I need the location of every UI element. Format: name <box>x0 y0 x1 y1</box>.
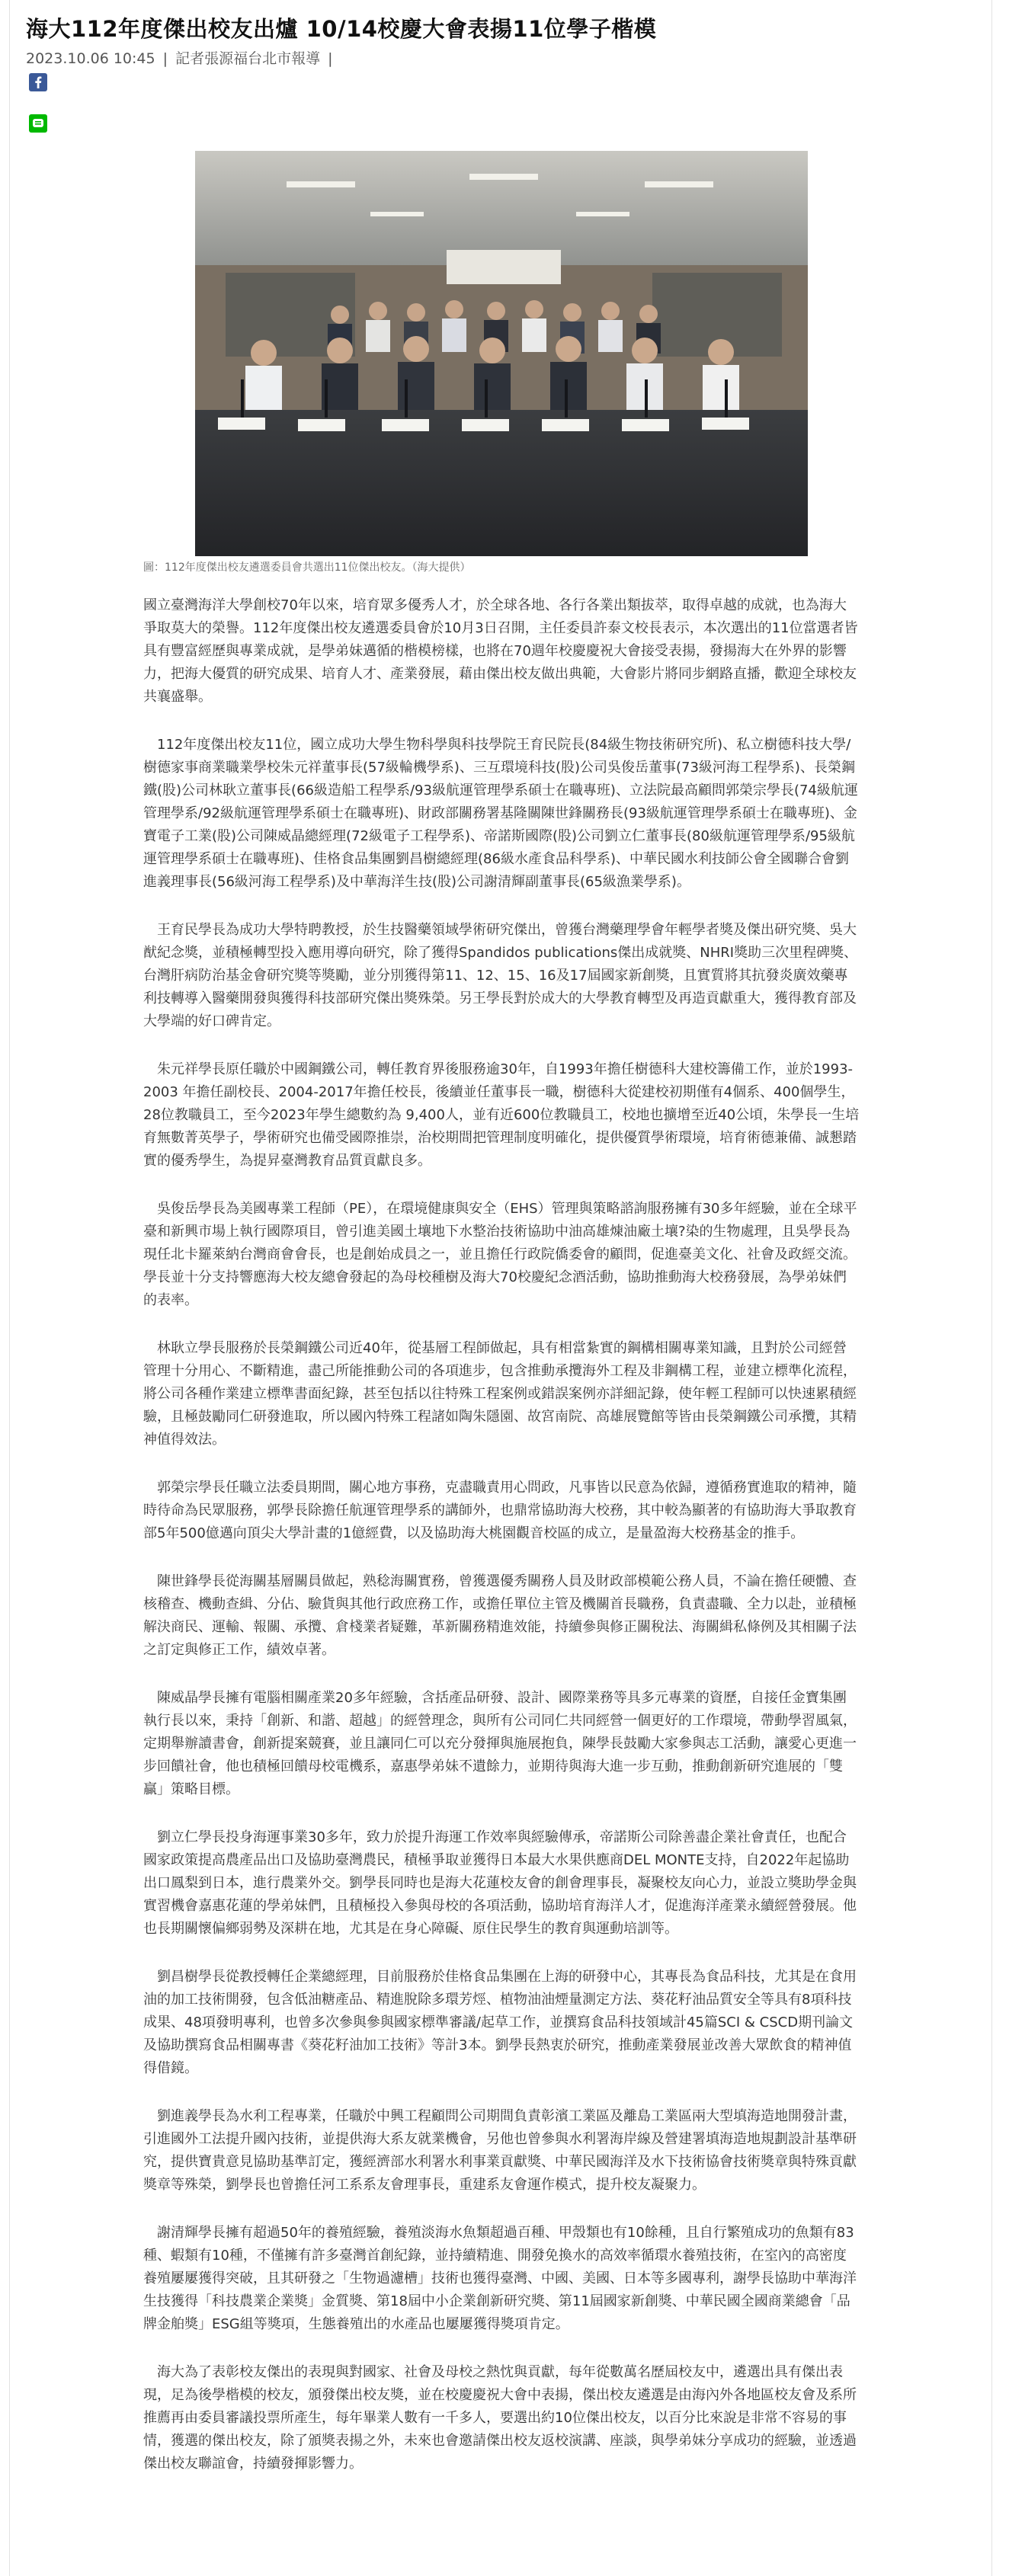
paragraph: 陳世鋒學長從海關基層關員做起，熟稔海關實務，曾獲選優秀關務人員及財政部模範公務人員，不論在擔任硬體、查核稽查、機動查緝、分佔、驗貨與其他行政庶務工作，或擔任單位主管及機關首長職務，負責盡職、全力以赴，並積極解決商民、運輸、報關、承攬、倉棧業者疑難，革新關務精進效能，持續參與修正關稅法、海關緝私條例及其相關子法之訂定與修正工作，績效卓著。 <box>143 1573 857 1658</box>
meta-separator: | <box>162 50 168 67</box>
meta-separator-end: | <box>328 50 333 67</box>
byline: 記者張源福台北市報導 <box>175 50 321 67</box>
paragraph: 朱元祥學長原任職於中國鋼鐵公司，轉任教育界後服務逾30年，自1993年擔任樹德科大建校籌備工作，並於1993-2003 年擔任副校長、2004-2017年擔任校長，後續並任董事長一職，樹德科大從建校初期僅有4個系、400個學生，28位教職員工，至今2023年學生總數約為 9,400人，並有近600位教職員工，校地也擴增至近40公頃，朱學長一生培育無數菁英學子，學術研究也備受國際推崇，治校期間把管理制度明確化，提供優質學術環境，培育術德兼備、誠懇踏實的優秀學生，為提昇臺灣教育品質貢獻良多。 <box>143 1061 860 1169</box>
facebook-icon[interactable] <box>29 73 47 91</box>
paragraph: 劉立仁學長投身海運事業30多年，致力於提升海運工作效率與經驗傳承，帝諾斯公司除善盡企業社會責任，也配合國家政策提高農產品出口及協助臺灣農民，積極爭取並獲得日本最大水果供應商DEL MONTE支持，自2022年起協助出口鳳梨到日本，進行農業外交。劉學長同時也是海大花蓮校友會的創會理事長，凝聚校友向心力，並設立獎助學金與實習機會嘉惠花蓮的學弟妹們，且積極投入參與母校的各項活動，協助培育海洋人才，促進海洋產業永續經營發展。他也長期關懷偏鄉弱勢及深耕在地，尤其是在身心障礙、原住民學生的教育與運動培訓等。 <box>143 1829 857 1937</box>
article-meta <box>26 47 336 68</box>
paragraph: 林耿立學長服務於長榮鋼鐵公司近40年，從基層工程師做起，具有相當紮實的鋼構相關專業知識，且對於公司經營管理十分用心、不斷精進，盡己所能推動公司的各項進步，包含推動承攬海外工程及非鋼構工程，並建立標準化流程，將公司各種作業建立標準書面紀錄，甚至包括以往特殊工程案例或錯誤案例亦詳細記錄，使年輕工程師可以快速累積經驗，且極鼓勵同仁研發進取，所以國內特殊工程諸如陶朱隱園、故宮南院、高雄展覽館等皆由長榮鋼鐵公司承攬，其精神值得效法。 <box>143 1340 857 1448</box>
paragraph: 王育民學長為成功大學特聘教授，於生技醫藥領域學術研究傑出，曾獲台灣藥理學會年輕學者獎及傑出研究獎、吳大猷紀念獎，並積極轉型投入應用導向研究，除了獲得Spandidos publications傑出成就獎、NHRI獎助三次里程碑獎、台灣肝病防治基金會研究獎等獎勵，並分別獲得第11、12、15、16及17屆國家新創獎，且實質將其抗發炎廣效藥專利技轉導入醫藥開發與獲得科技部研究傑出獎殊榮。另王學長對於成大的大學教育轉型及再造貢獻重大，獲得教育部及大學端的好口碑肯定。 <box>143 922 858 1029</box>
article-title: 海大112年度傑出校友出爐 10/14校慶大會表揚11位學子楷模 <box>26 16 657 42</box>
paragraph: 陳威晶學長擁有電腦相關產業20多年經驗，含括產品研發、設計、國際業務等具多元專業的資歷，自接任金寶集團執行長以來，秉持「創新、和諧、超越」的經營理念，與所有公司同仁共同經營一個更好的工作環境，帶動學習風氣，定期舉辦讀書會，創新提案競賽，並且讓同仁可以充分發揮與施展抱負，陳學長鼓勵大家參與志工活動，讓愛心更進一步回饋社會，他也積極回饋母校電機系，嘉惠學弟妹不遺餘力，並期待與海大進一步互動，推動創新研究進展的「雙贏」策略目標。 <box>143 1690 857 1797</box>
paragraph: 劉進義學長為水利工程專業，任職於中興工程顧問公司期間負責彰濱工業區及離島工業區兩大型填海造地開發計畫，引進國外工法提升國內技術，並提供海大系友就業機會，另他也曾參與水利署海岸線及營建署填海造地規劃設計基準研究，提供寶貴意見協助基準訂定，獲經濟部水利署水利事業貢獻獎、中華民國海洋及水下技術協會技術獎章與特殊貢獻獎章等殊榮，劉學長也曾擔任河工系系友會理事長，重建系友會運作模式，提升校友凝聚力。 <box>143 2108 857 2193</box>
line-icon[interactable] <box>29 114 47 133</box>
paragraph: 郭榮宗學長任職立法委員期間，關心地方事務，克盡職責用心問政，凡事皆以民意為依歸，遵循務實進取的精神，隨時待命為民眾服務，郭學長除擔任航運管理學系的講師外，也鼎常協助海大校務，其中較為顯著的有協助海大爭取教育部5年500億邁向頂尖大學計畫的1億經費，以及協助海大桃園觀音校區的成立，是量盈海大校務基金的推手。 <box>143 1480 857 1541</box>
paragraph: 112年度傑出校友11位，國立成功大學生物科學與科技學院王育民院長(84級生物技術研究所)、私立樹德科技大學/樹德家事商業職業學校朱元祥董事長(57級輪機學系)、三互環境科技(股)公司吳俊岳董事(73級河海工程學系)、長榮鋼鐵(股)公司林耿立董事長(66級造船工程學系/93級航運管理學系碩士在職專班)、立法院最高顧問郭榮宗學長(74級航運管理學系/92級航運管理學系碩士在職專班)、財政部關務署基隆關陳世鋒關務長(93級航運管理學系碩士在職專班)、金寶電子工業(股)公司陳威晶總經理(72級電子工程學系)、帝諾斯國際(股)公司劉立仁董事長(80級航運管理學系/95級航運管理學系碩士在職專班)、佳格食品集團劉昌樹總經理(86級水產食品科學系)、中華民國水利技師公會全國聯合會劉進義理事長(56級河海工程學系)及中華海洋生技(股)公司謝清輝副董事長(65級漁業學系)。 <box>143 737 858 890</box>
paragraph: 海大為了表彰校友傑出的表現與對國家、社會及母校之熱忱與貢獻，每年從數萬名歷屆校友中，遴選出具有傑出表現，足為後學楷模的校友，頒發傑出校友獎，並在校慶慶祝大會中表揚，傑出校友遴選是由海內外各地區校友會及系所推薦再由委員審議投票所產生，每年畢業人數有一千多人，要選出約10位傑出校友，以百分比來說是非常不容易的事情，獲選的傑出校友，除了頒獎表揚之外，未來也會邀請傑出校友返校演講、座談，與學弟妹分享成功的經驗，並透過傑出校友聯誼會，持續發揮影響力。 <box>143 2364 857 2472</box>
article-body <box>143 594 860 2501</box>
paragraph: 國立臺灣海洋大學創校70年以來，培育眾多優秀人才，於全球各地、各行各業出類拔萃，取得卓越的成就，也為海大爭取莫大的榮譽。112年度傑出校友遴選委員會於10月3日召開，主任委員許泰文校長表示，本次選出的11位當選者皆具有豐富經歷與專業成就，是學弟妹邁循的楷模榜樣，也將在70週年校慶慶祝大會接受表揚，發揚海大在外界的影響力，把海大優質的研究成果、培育人才、產業發展，藉由傑出校友做出典範，大會影片將同步網路直播，歡迎全球校友共襄盛舉。 <box>143 597 858 705</box>
paragraph: 劉昌樹學長從教授轉任企業總經理，目前服務於佳格食品集團在上海的研發中心，其專長為食品科技，尤其是在食用油的加工技術開發，包含低油糖產品、精進脫除多環芳烴、植物油油煙量測定方法、葵花籽油品質安全等具有8項科技成果、48項發明專利，也曾多次參與參與國家標準審議/起草工作，並撰寫食品科技領域計45篇SCI & CSCD期刊論文及協助撰寫食品相關專書《葵花籽油加工技術》等計3本。劉學長熱衷於研究，推動產業發展並改善大眾飲食的精神值得借鏡。 <box>143 1969 857 2076</box>
paragraph: 吳俊岳學長為美國專業工程師（PE），在環境健康與安全（EHS）管理與策略諮詢服務擁有30多年經驗，並在全球平臺和新興市場上執行國際項目，曾引進美國土壤地下水整治技術協助中油高雄煉油廠土壤?染的生物處理，且吳學長為現任北卡羅萊納台灣商會會長，也是創始成員之一，並且擔任行政院僑委會的顧問，促進臺美文化、社會及政經交流。學長並十分支持響應海大校友總會發起的為母校種樹及海大70校慶紀念酒活動，協助推動海大校務發展，為學弟妹們的表率。 <box>143 1201 857 1308</box>
group-photo <box>195 151 808 556</box>
photo-caption: 圖：112年度傑出校友遴選委員會共選出11位傑出校友。（海大提供） <box>143 562 471 574</box>
publish-date: 2023.10.06 10:45 <box>26 50 155 67</box>
paragraph: 謝清輝學長擁有超過50年的養殖經驗，養殖淡海水魚類超過百種、甲殼類也有10餘種，且自行繁殖成功的魚類有83種、蝦類有10種，不僅擁有許多臺灣首創紀錄，並持續精進、開發免換水的高效率循環水養殖技術，在室內的高密度養殖屢屢獲得突破，且其研發之「生物過濾槽」技術也獲得臺灣、中國、美國、日本等多國專利，謝學長協助中華海洋生技獲得「科技農業企業獎」金質獎、第18屆中小企業創新研究獎、第11屆國家新創獎、中華民國全國商業總會「品牌金舶獎」ESG組等獎項，生態養殖出的水產品也屢屢獲得獎項肯定。 <box>143 2225 857 2332</box>
